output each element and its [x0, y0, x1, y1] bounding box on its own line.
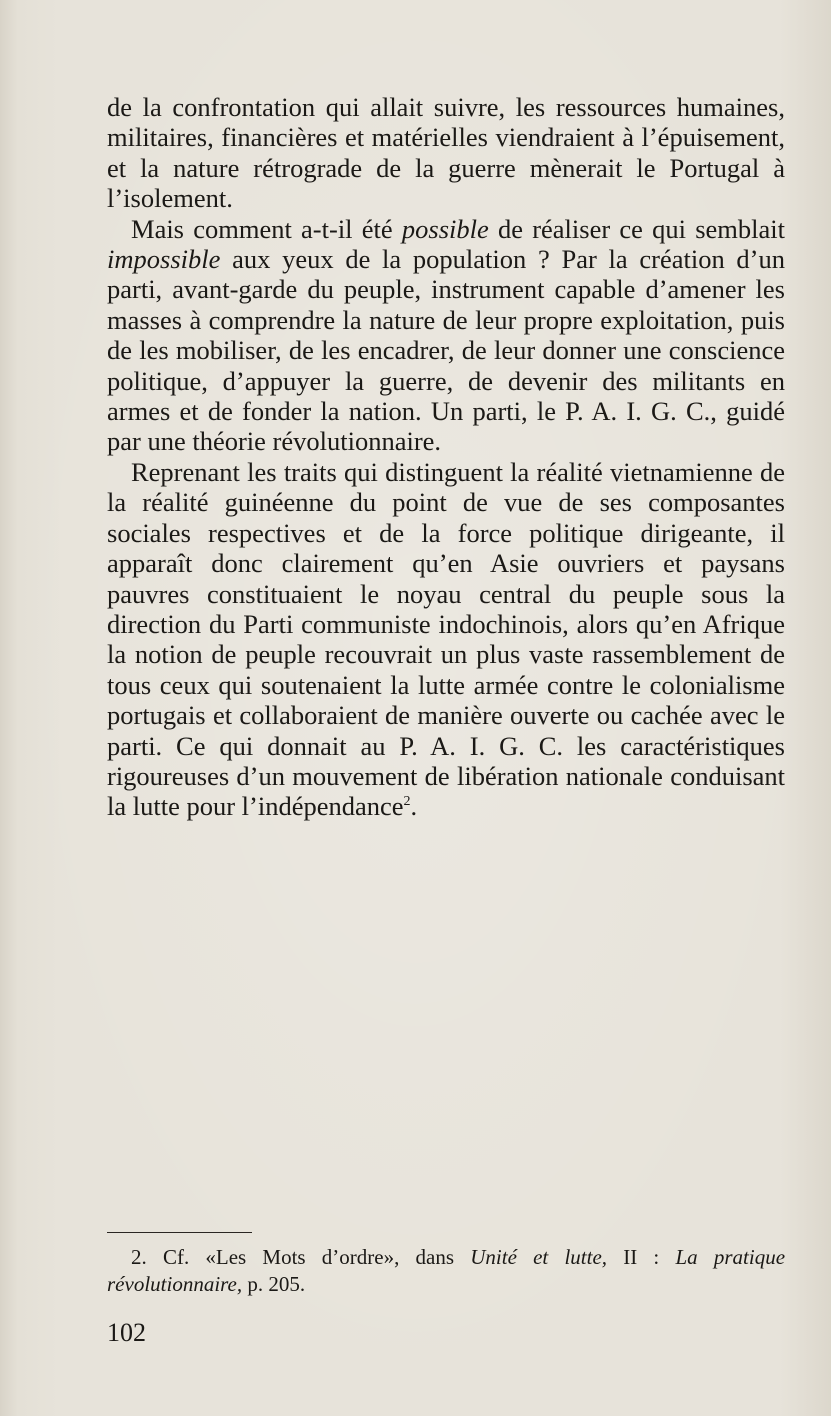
- body-text: [107, 92, 785, 822]
- paragraph: [107, 92, 785, 214]
- italic-text: La pratique révolutionnaire,: [107, 1245, 786, 1296]
- footnote: [107, 1244, 785, 1298]
- paragraph: [107, 214, 785, 457]
- page-number: 102: [107, 1318, 146, 1347]
- text-run: .: [410, 791, 418, 822]
- text-run: de réaliser ce qui semblait: [488, 213, 785, 244]
- text-run: 2. Cf. «Les Mots d’ordre», dans: [131, 1245, 471, 1269]
- italic-text: impossible: [107, 244, 221, 275]
- paragraph: [107, 457, 785, 822]
- italic-text: possible: [401, 213, 489, 244]
- footnote-marker: 2: [403, 794, 411, 810]
- text-run: p. 205.: [242, 1272, 306, 1296]
- text-run: Reprenant les traits qui distinguent la réalité vietnamienne de la réalité guinéenne du point de vue de ses composantes sociales respectives et de la force politique dirigeante, il apparaît donc clairement qu’en Asie ouvriers et paysans pauvres constituaient le noyau central du peuple sous la direction du Parti communiste indochinois, alors qu’en Afrique la notion de peuple recouvrait un plus vaste rassemblement de tous ceux qui soutenaient la lutte armée contre le colonialisme portugais et collaboraient de manière ouverte ou cachée avec le parti. Ce qui donnait au P. A. I. G. C. les caractéristiques rigoureuses d’un mouvement de libération nationale conduisant la lutte pour l’indépendance: [107, 456, 785, 822]
- text-run: II :: [607, 1245, 676, 1269]
- footnote-rule: [107, 1232, 252, 1233]
- text-run: aux yeux de la population ? Par la création d’un parti, avant-garde du peuple, instrument capable d’amener les masses à comprendre la nature de leur propre exploitation, puis de les mobiliser, de les encadrer, de leur donner une conscience politique, d’appuyer la guerre, de devenir des militants en armes et de fonder la nation. Un parti, le P. A. I. G. C., guidé par une théorie révolutionnaire.: [107, 244, 785, 457]
- text-run: Mais comment a-t-il été: [131, 213, 402, 244]
- text-run: de la confrontation qui allait suivre, les ressources humaines, militaires, financières et matérielles viendraient à l’épuisement, et la nature rétrograde de la guerre mènerait le Portugal à l’isolement.: [107, 92, 785, 214]
- italic-text: Unité et lutte,: [470, 1245, 608, 1269]
